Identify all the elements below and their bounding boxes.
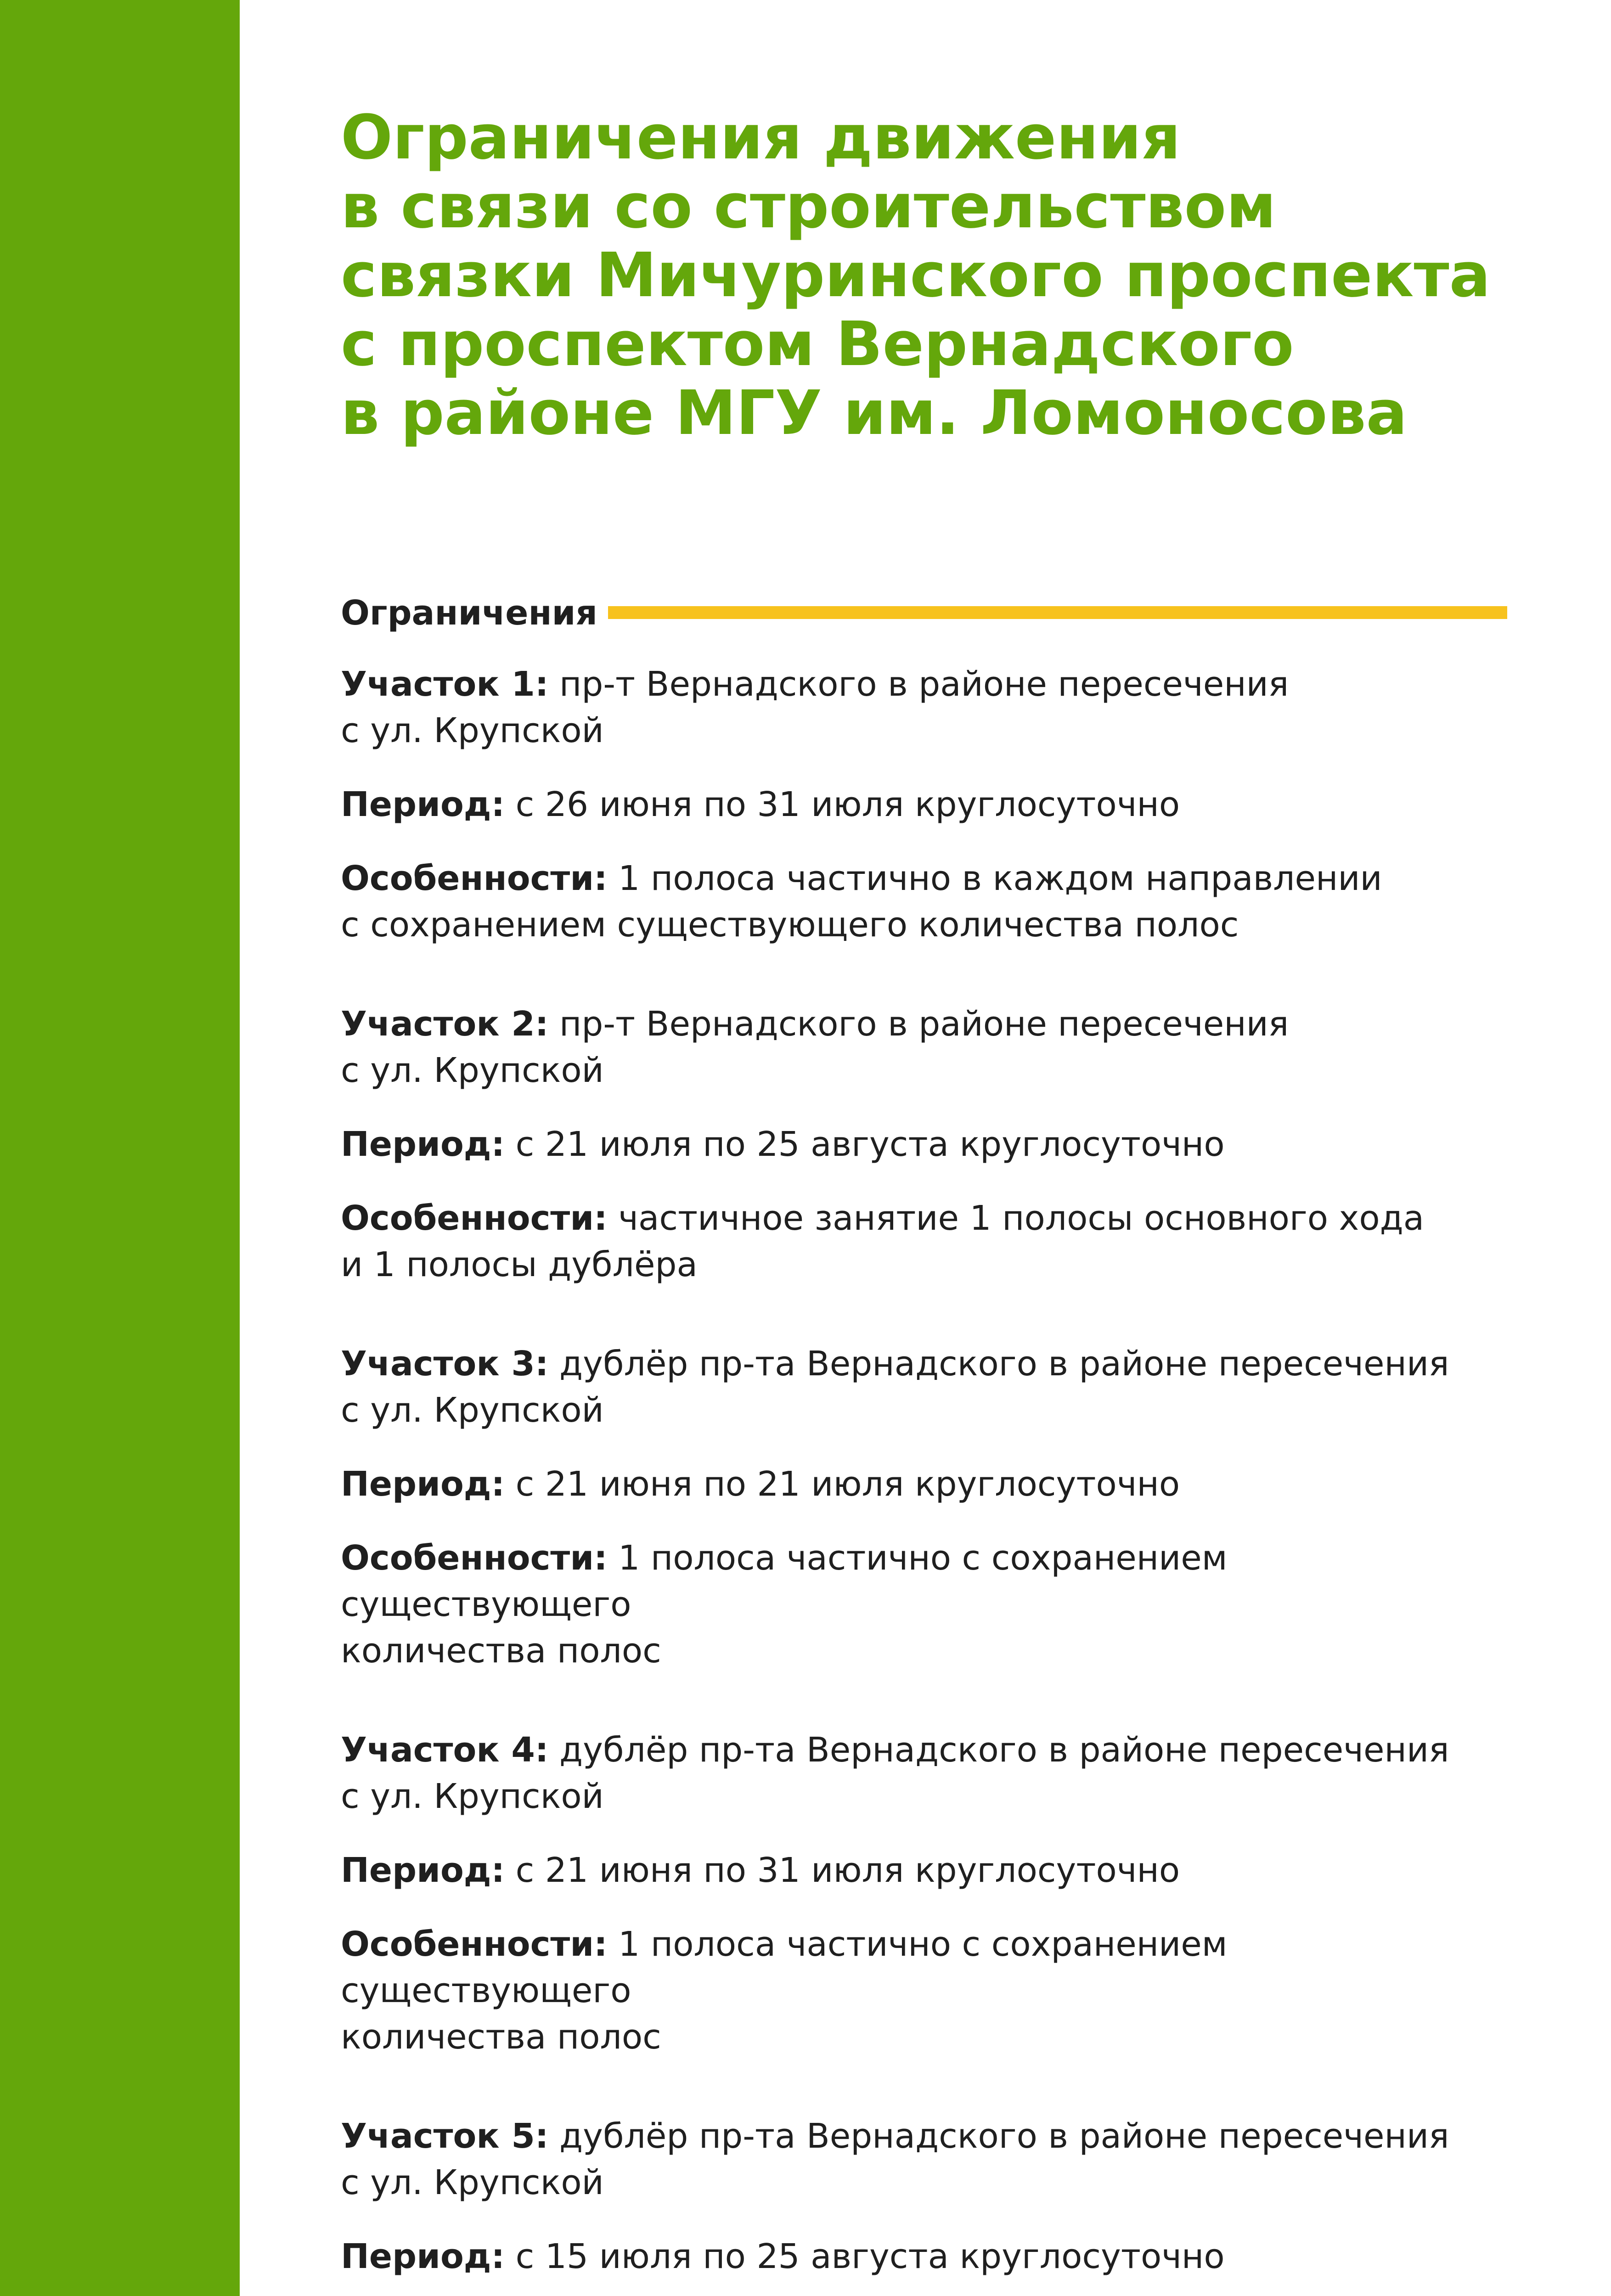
plot-item — [341, 1001, 1516, 1288]
plot-period-text: с 15 июля по 25 августа круглосуточно — [515, 2237, 1225, 2276]
restrictions-list — [341, 661, 1516, 2296]
plot-features — [341, 1921, 1516, 2060]
plot-period — [341, 2234, 1516, 2280]
plot-period — [341, 1847, 1516, 1894]
plot-features-label: Особенности: — [341, 1538, 608, 1578]
plot-features — [341, 1535, 1516, 1674]
title-line: с проспектом Вернадского — [341, 309, 1294, 380]
plot-features-cont: с сохранением существующего количества полос — [341, 905, 1239, 945]
plot-name-label: Участок 2: — [341, 1004, 549, 1044]
plot-name — [341, 1727, 1516, 1820]
plot-item — [341, 1727, 1516, 2060]
title-line: в связи со строительством — [341, 171, 1276, 242]
plot-name — [341, 2113, 1516, 2206]
plot-name — [341, 661, 1516, 754]
plot-item — [341, 661, 1516, 948]
plot-features — [341, 855, 1516, 948]
plot-period-label: Период: — [341, 785, 505, 824]
plot-name-cont: с ул. Крупской — [341, 711, 604, 750]
plot-period — [341, 1121, 1516, 1168]
plot-period-text: с 21 июня по 31 июля круглосуточно — [515, 1851, 1180, 1890]
plot-period-text: с 21 июля по 25 августа круглосуточно — [515, 1125, 1225, 1164]
title-line: связки Мичуринского проспекта — [341, 240, 1491, 311]
plot-features-text: 1 полоса частично в каждом направлении — [618, 859, 1382, 898]
plot-period-label: Период: — [341, 1464, 505, 1504]
plot-name-text: пр-т Вернадского в районе пересечения — [559, 664, 1289, 704]
title-line: в районе МГУ им. Ломоносова — [341, 378, 1408, 449]
plot-name-cont: с ул. Крупской — [341, 1390, 604, 1430]
plot-features-cont: и 1 полосы дублёра — [341, 1245, 698, 1284]
plot-features-text: 1 полоса частично с сохранением существующего — [341, 1538, 1228, 1624]
plot-features-text: частичное занятие 1 полосы основного хода — [618, 1199, 1425, 1238]
title-line: Ограничения движения — [341, 102, 1181, 173]
plot-name — [341, 1001, 1516, 1094]
plot-name-label: Участок 1: — [341, 664, 549, 704]
plot-period — [341, 1461, 1516, 1508]
plot-features-label: Особенности: — [341, 859, 608, 898]
plot-period-label: Период: — [341, 1851, 505, 1890]
plot-name-text: дублёр пр-та Вернадского в районе пересечения — [559, 1730, 1449, 1770]
plot-period — [341, 782, 1516, 828]
plot-features-cont: количества полос — [341, 2017, 661, 2057]
plot-features — [341, 1195, 1516, 1288]
plot-name-label: Участок 5: — [341, 2116, 549, 2156]
section-label: Ограничения — [341, 593, 597, 633]
page-title — [341, 103, 1535, 448]
plot-name-text: дублёр пр-та Вернадского в районе пересечения — [559, 2116, 1449, 2156]
plot-features-text: 1 полоса частично с сохранением существующего — [341, 1925, 1228, 2010]
section-divider — [608, 606, 1507, 619]
plot-name-text: пр-т Вернадского в районе пересечения — [559, 1004, 1289, 1044]
green-sidebar — [0, 0, 240, 2296]
plot-name-label: Участок 4: — [341, 1730, 549, 1770]
plot-name-cont: с ул. Крупской — [341, 1051, 604, 1090]
plot-features-cont: количества полос — [341, 1631, 661, 1671]
plot-period-text: с 21 июня по 21 июля круглосуточно — [515, 1464, 1180, 1504]
plot-item — [341, 2113, 1516, 2296]
plot-period-label: Период: — [341, 1125, 505, 1164]
plot-period-label: Период: — [341, 2237, 505, 2276]
plot-name-cont: с ул. Крупской — [341, 1777, 604, 1816]
plot-name-label: Участок 3: — [341, 1344, 549, 1384]
plot-item — [341, 1341, 1516, 1674]
plot-period-text: с 26 июня по 31 июля круглосуточно — [515, 785, 1180, 824]
plot-name-cont: с ул. Крупской — [341, 2163, 604, 2202]
plot-name — [341, 1341, 1516, 1434]
plot-features-label: Особенности: — [341, 1925, 608, 1964]
plot-name-text: дублёр пр-та Вернадского в районе пересечения — [559, 1344, 1449, 1384]
plot-features-label: Особенности: — [341, 1199, 608, 1238]
